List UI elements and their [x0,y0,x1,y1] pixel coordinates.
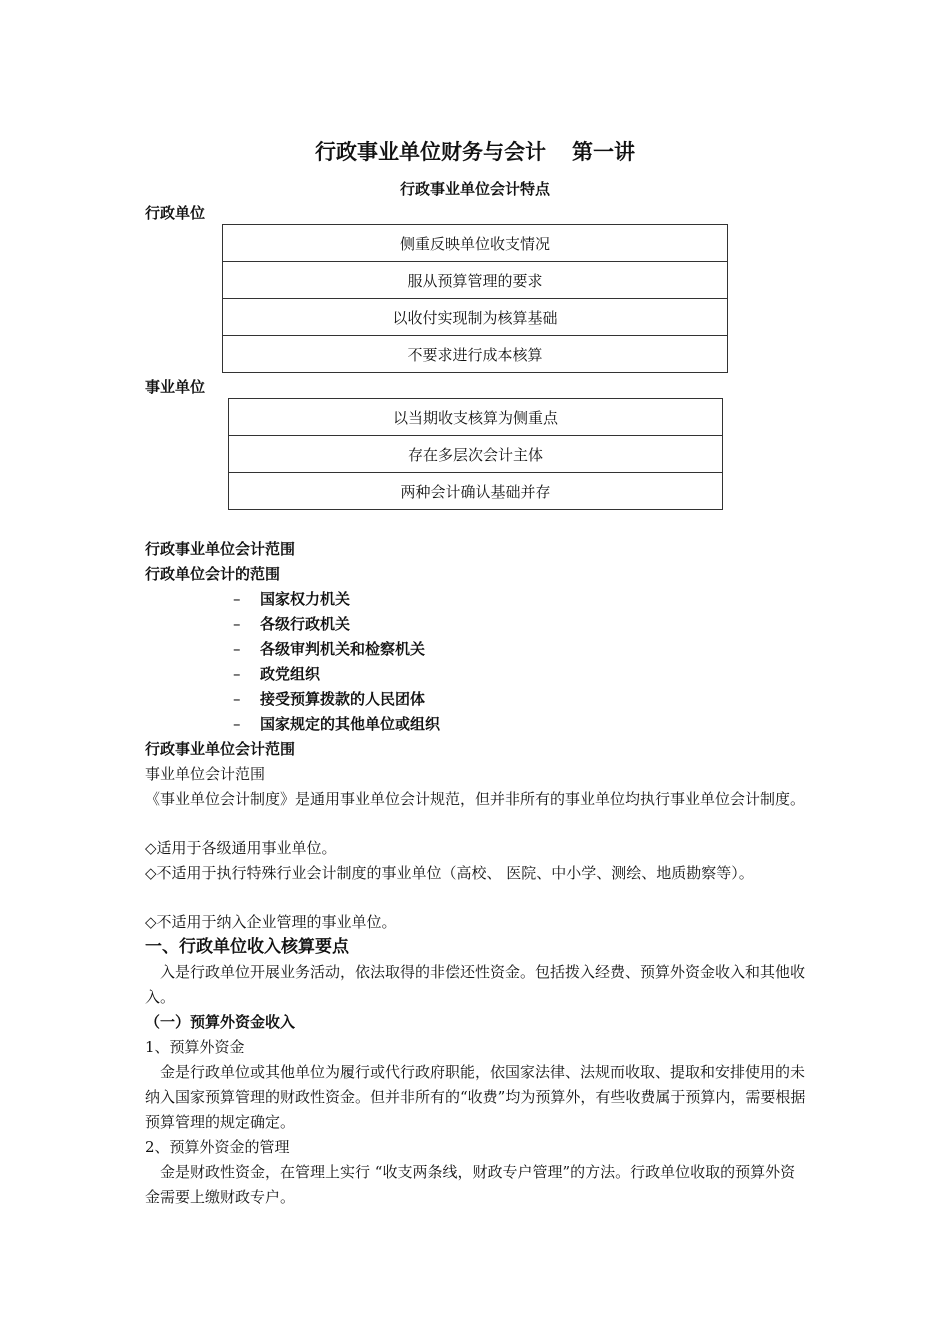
diamond-item-3: ◇不适用于纳入企业管理的事业单位。 [145,913,397,931]
diamond-item-2: ◇不适用于执行特殊行业会计制度的事业单位（高校、 医院、中小学、测绘、地质勘察等）。 [145,864,754,882]
admin-features-table [222,224,728,373]
table-cell: 以收付实现制为核算基础 [223,299,728,336]
title-lecture: 第一讲 [572,140,635,164]
list-item [233,687,425,712]
table-cell: 以当期收支核算为侧重点 [229,399,723,436]
inst-scope-heading: 事业单位会计范围 [145,765,266,783]
table-row [229,473,723,510]
list-item-text: 政党组织 [260,665,321,683]
admin-unit-label: 行政单位 [145,204,206,222]
list-item [233,612,350,637]
table-cell: 侧重反映单位收支情况 [223,225,728,262]
section-heading-1: 一、行政单位收入核算要点 [145,937,349,957]
title-main: 行政事业单位财务与会计 [315,140,546,164]
dash-bullet: – [233,690,241,708]
table-cell: 服从预算管理的要求 [223,262,728,299]
subsection-heading: （一）预算外资金收入 [145,1013,296,1031]
list-item [233,637,425,662]
item-1-paragraph: 金是行政单位或其他单位为履行或代行政府职能，依国家法律、法规而收取、提取和安排使用的未纳入国家预算管理的财政性资金。但并非所有的“收费”均为预算外，有些收费属于预算内，需要根据预算管理的规定确定。 [145,1063,806,1131]
item-1-heading: 1、预算外资金 [145,1038,245,1056]
dash-bullet: – [233,665,241,683]
table-cell: 不要求进行成本核算 [223,336,728,373]
section-1-paragraph: 入是行政单位开展业务活动，依法取得的非偿还性资金。包括拨入经费、预算外资金收入和其他收入。 [145,963,806,1006]
item-2-paragraph: 金是财政性资金，在管理上实行 “收支两条线，财政专户管理”的方法。行政单位收取的预算外资金需要上缴财政专户。 [145,1163,796,1206]
scope-heading: 行政事业单位会计范围 [145,540,296,558]
dash-bullet: – [233,590,241,608]
list-item [233,662,320,687]
table-row [229,436,723,473]
diamond-item-1: ◇适用于各级通用事业单位。 [145,839,337,857]
table-row [223,225,728,262]
item-2-heading: 2、预算外资金的管理 [145,1138,290,1156]
table-row [223,262,728,299]
table-cell: 存在多层次会计主体 [229,436,723,473]
dash-bullet: – [233,640,241,658]
list-item [233,712,440,737]
table-row [223,299,728,336]
inst-features-table [228,398,723,510]
table-row [229,399,723,436]
scope-heading-2: 行政事业单位会计范围 [145,740,296,758]
list-item-text: 国家规定的其他单位或组织 [260,715,441,733]
dash-bullet: – [233,715,241,733]
page-title [0,136,950,166]
list-item-text: 国家权力机关 [260,590,351,608]
table-cell: 两种会计确认基础并存 [229,473,723,510]
dash-bullet: – [233,615,241,633]
page-subtitle: 行政事业单位会计特点 [399,180,550,198]
list-item-text: 接受预算拨款的人民团体 [260,690,426,708]
table-row [223,336,728,373]
inst-unit-label: 事业单位 [145,378,206,396]
admin-scope-heading: 行政单位会计的范围 [145,565,281,583]
inst-scope-paragraph: 《事业单位会计制度》是通用事业单位会计规范，但并非所有的事业单位均执行事业单位会计制度。 [145,790,806,808]
list-item-text: 各级审判机关和检察机关 [260,640,426,658]
list-item-text: 各级行政机关 [260,615,351,633]
list-item [233,587,350,612]
